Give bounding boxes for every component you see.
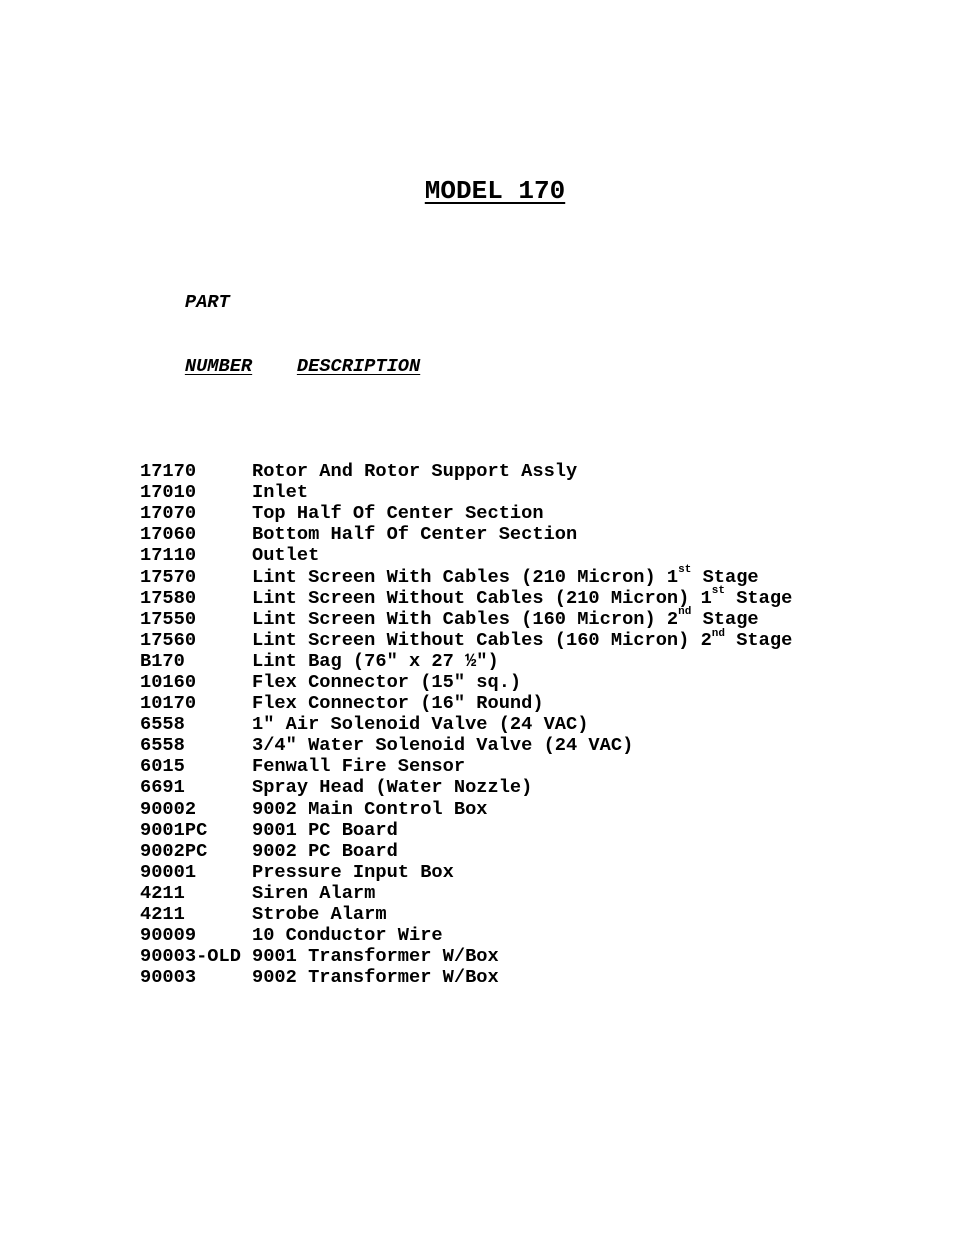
part-description <box>252 841 792 862</box>
description-text: 9001 PC Board <box>252 818 398 841</box>
part-number: 10160 <box>140 670 197 693</box>
description-tail: Stage <box>725 628 793 651</box>
table-row <box>140 735 792 756</box>
description-text: 9002 PC Board <box>252 839 398 862</box>
description-text: 9002 Main Control Box <box>252 797 488 820</box>
part-number: 17010 <box>140 481 197 504</box>
part-number: 6558 <box>140 713 185 736</box>
header-row-2 <box>140 334 792 377</box>
description-text: Lint Screen With Cables (160 Micron) 2 <box>252 607 679 630</box>
part-header-line2: NUMBER <box>184 354 253 377</box>
table-row <box>140 946 792 967</box>
part-number: 90009 <box>140 924 197 947</box>
part-number: 17170 <box>140 460 197 483</box>
part-number: 4211 <box>140 903 185 925</box>
part-description <box>252 925 792 946</box>
part-description <box>252 545 792 566</box>
part-number: 9002PC <box>140 839 208 862</box>
description-text: Outlet <box>252 544 320 567</box>
table-row <box>140 606 792 630</box>
description-text: Inlet <box>252 481 309 504</box>
part-description <box>252 627 793 651</box>
part-number: B170 <box>140 649 185 672</box>
part-number: 17110 <box>140 544 197 567</box>
description-text: Lint Screen With Cables (210 Micron) 1 <box>252 565 679 588</box>
part-number: 90003 <box>140 966 197 989</box>
description-text: 1″ Air Solenoid Valve (24 VAC) <box>252 713 589 736</box>
description-text: Rotor And Rotor Support Assly <box>252 460 578 483</box>
table-row <box>140 545 792 566</box>
header-row-1 <box>140 271 792 314</box>
part-description <box>252 585 793 609</box>
part-description <box>252 756 792 777</box>
table-row <box>140 524 792 545</box>
table-row <box>140 967 792 988</box>
description-text: Flex Connector (15″ sq.) <box>252 670 522 693</box>
description-text: Lint Screen Without Cables (210 Micron) 1 <box>252 586 712 609</box>
table-row <box>140 777 792 798</box>
table-row <box>140 820 792 841</box>
part-description <box>252 461 792 482</box>
table-row <box>140 503 792 524</box>
part-header-line1: PART <box>184 291 230 314</box>
table-row <box>140 627 793 651</box>
part-number: 90002 <box>140 797 197 820</box>
table-row <box>140 585 793 609</box>
part-number: 4211 <box>140 881 185 904</box>
parts-list <box>140 229 792 1009</box>
ordinal-suffix: nd <box>711 627 725 640</box>
part-description <box>252 524 792 545</box>
parts-table-body <box>140 461 792 988</box>
table-row <box>140 862 792 883</box>
part-description <box>252 714 792 735</box>
part-description <box>252 693 792 714</box>
table-row <box>140 799 792 820</box>
table-row <box>140 651 792 672</box>
description-text: Fenwall Fire Sensor <box>252 755 466 778</box>
description-text: 9001 Transformer W/Box <box>252 945 499 968</box>
part-description <box>252 651 792 672</box>
description-text: Bottom Half Of Center Section <box>252 523 578 546</box>
description-tail: Stage <box>691 565 759 588</box>
description-tail: Stage <box>691 607 759 630</box>
part-number: 17570 <box>140 565 197 588</box>
description-text: Lint Screen Without Cables (160 Micron) 2 <box>252 628 712 651</box>
part-number: 9001PC <box>140 818 208 841</box>
table-row <box>140 714 792 735</box>
part-description <box>252 820 792 841</box>
description-text: Pressure Input Box <box>252 860 454 883</box>
part-description <box>252 777 792 798</box>
table-row <box>140 756 792 777</box>
description-text: Siren Alarm <box>252 881 376 904</box>
part-number: 17580 <box>140 586 197 609</box>
description-header: DESCRIPTION <box>296 354 421 377</box>
part-description <box>252 735 792 756</box>
description-text: Top Half Of Center Section <box>252 502 544 525</box>
description-text: 3/4" Water Solenoid Valve (24 VAC) <box>252 734 634 757</box>
page-title: MODEL 170 <box>424 176 566 206</box>
description-text: 10 Conductor Wire <box>252 924 443 947</box>
part-number: 17550 <box>140 607 197 630</box>
table-row <box>140 841 792 862</box>
table-row <box>140 461 792 482</box>
description-text: Spray Head (Water Nozzle) <box>252 776 533 799</box>
part-description <box>252 503 792 524</box>
part-number: 90001 <box>140 860 197 883</box>
description-text: Strobe Alarm <box>252 903 387 925</box>
table-row <box>140 693 792 714</box>
part-description <box>252 883 792 904</box>
ordinal-suffix: st <box>678 564 692 577</box>
part-number: 10170 <box>140 692 197 715</box>
table-row <box>140 925 792 946</box>
part-number: 90003-OLD <box>140 945 241 968</box>
part-description <box>252 672 792 693</box>
part-number: 6691 <box>140 776 185 799</box>
table-row <box>140 672 792 693</box>
part-number: 6015 <box>140 755 185 778</box>
ordinal-suffix: st <box>711 585 725 598</box>
part-number: 6558 <box>140 734 185 757</box>
part-description <box>252 967 792 988</box>
part-description <box>252 799 792 820</box>
part-description <box>252 946 792 967</box>
part-number: 17070 <box>140 502 197 525</box>
part-description <box>252 904 792 925</box>
part-description <box>252 482 792 503</box>
table-row <box>140 883 792 904</box>
table-row <box>140 904 792 925</box>
description-text: 9002 Transformer W/Box <box>252 966 499 989</box>
description-tail: Stage <box>725 586 793 609</box>
part-description <box>252 862 792 883</box>
part-number: 17060 <box>140 523 197 546</box>
description-text: Flex Connector (16″ Round) <box>252 692 544 715</box>
part-number: 17560 <box>140 628 197 651</box>
ordinal-suffix: nd <box>678 606 692 619</box>
description-text: Lint Bag (76″ x 27 ½″) <box>252 649 499 672</box>
part-description <box>252 606 792 630</box>
table-row <box>140 482 792 503</box>
table-row <box>140 564 792 588</box>
header-spacer <box>140 398 792 419</box>
